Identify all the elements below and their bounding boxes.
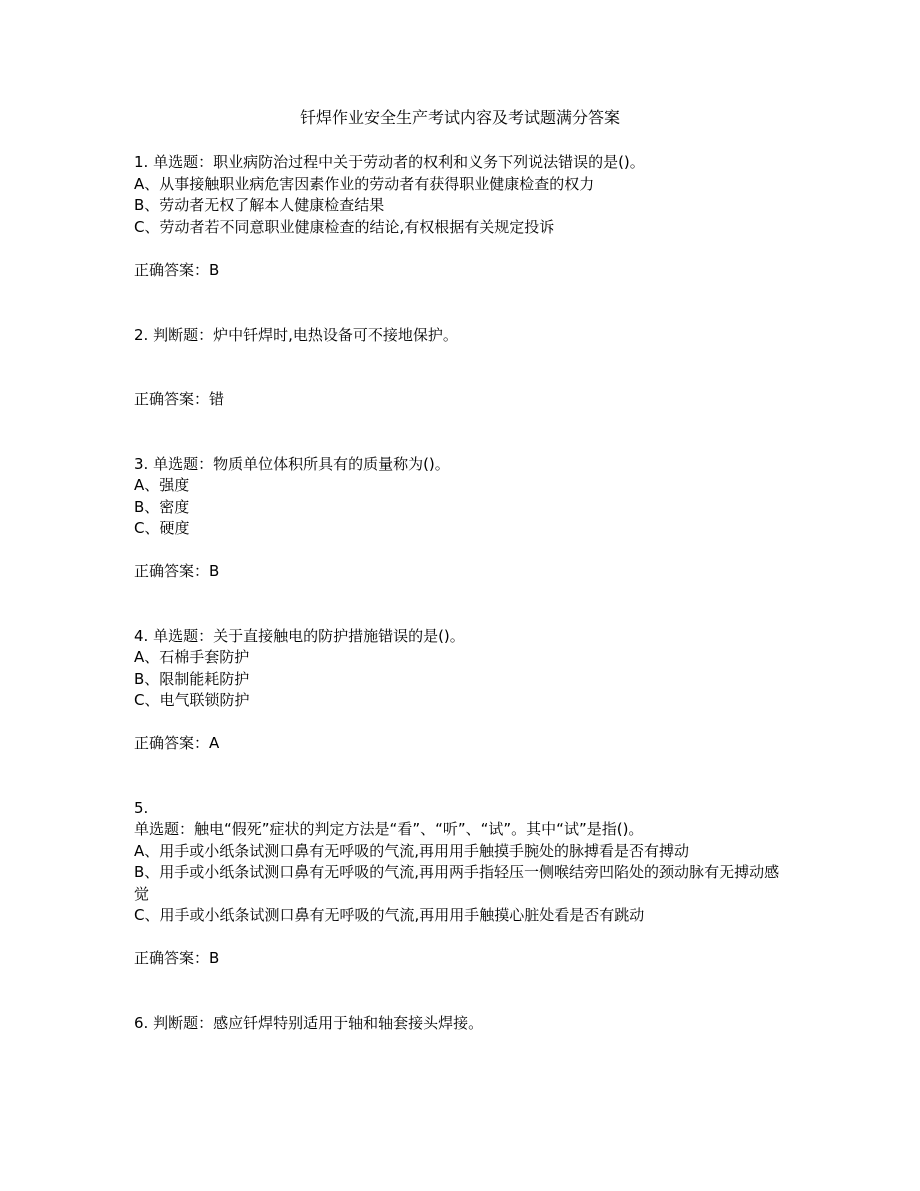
- question-5-option-c: C、用手或小纸条试测口鼻有无呼吸的气流,再用用手触摸心脏处看是否有跳动: [134, 906, 645, 924]
- question-4-option-a: A、石棉手套防护: [134, 648, 250, 666]
- question-1-answer: 正确答案：B: [134, 261, 220, 279]
- question-4-option-c: C、电气联锁防护: [134, 691, 250, 709]
- question-5-option-a: A、用手或小纸条试测口鼻有无呼吸的气流,再用用手触摸手腕处的脉搏看是否有搏动: [134, 842, 690, 860]
- document-title: 钎焊作业安全生产考试内容及考试题满分答案: [299, 108, 620, 127]
- question-2-stem: 2. 判断题：炉中钎焊时,电热设备可不接地保护。: [134, 326, 458, 344]
- question-1-option-c: C、劳动者若不同意职业健康检查的结论,有权根据有关规定投诉: [134, 218, 555, 236]
- question-2-answer: 正确答案：错: [134, 390, 225, 408]
- question-1-option-a: A、从事接触职业病危害因素作业的劳动者有获得职业健康检查的权力: [134, 175, 595, 193]
- question-4-answer: 正确答案：A: [134, 734, 220, 752]
- question-1-option-b: B、劳动者无权了解本人健康检查结果: [134, 196, 385, 214]
- question-5-stem: 单选题：触电“假死”症状的判定方法是“看”、“听”、“试”。其中“试”是指()。: [134, 820, 644, 838]
- question-3-answer: 正确答案：B: [134, 562, 220, 580]
- question-4-option-b: B、限制能耗防护: [134, 670, 250, 688]
- question-4-stem: 4. 单选题：关于直接触电的防护措施错误的是()。: [134, 627, 465, 645]
- question-1-stem: 1. 单选题：职业病防治过程中关于劳动者的权利和义务下列说法错误的是()。: [134, 153, 645, 171]
- question-6-stem: 6. 判断题：感应钎焊特别适用于轴和轴套接头焊接。: [134, 1014, 484, 1032]
- question-3-option-a: A、强度: [134, 476, 190, 494]
- question-5-number: 5.: [134, 799, 149, 817]
- question-3-option-c: C、硬度: [134, 519, 190, 537]
- question-5-answer: 正确答案：B: [134, 949, 220, 967]
- question-3-stem: 3. 单选题：物质单位体积所具有的质量称为()。: [134, 455, 450, 473]
- question-5-option-b: B、用手或小纸条试测口鼻有无呼吸的气流,再用两手指轻压一侧喉结旁凹陷处的颈动脉有无搏动感觉: [134, 863, 780, 903]
- question-3-option-b: B、密度: [134, 498, 190, 516]
